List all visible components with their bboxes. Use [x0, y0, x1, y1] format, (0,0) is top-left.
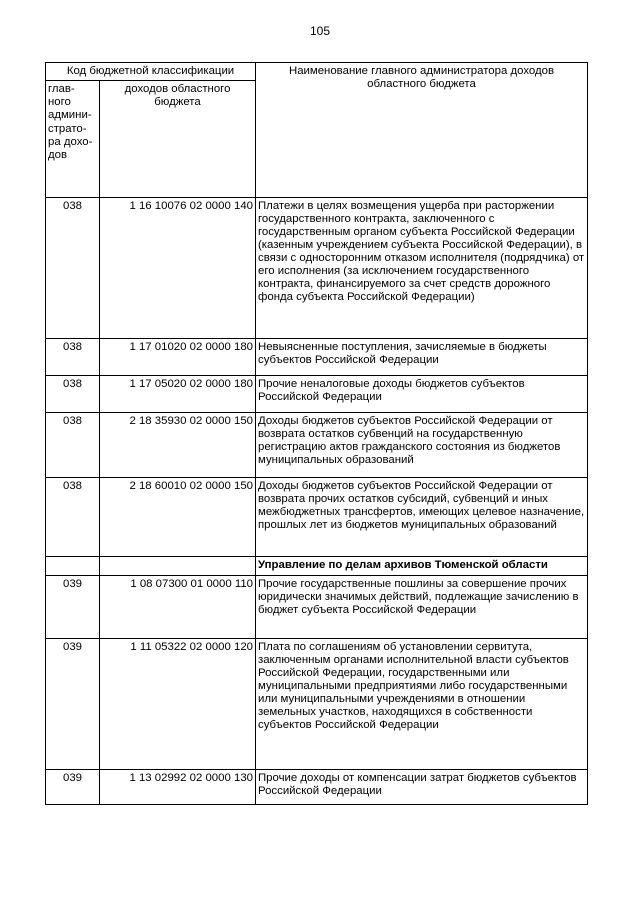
header-admin-name: Наименование главного администратора доходов областного бюджета: [256, 63, 588, 198]
budget-classification-table: [45, 62, 588, 805]
income-name-cell: Прочие государственные пошлины за совершение прочих юридически значимых действий, подлежащие зачислению в бюджет субъекта Российской Федерации: [256, 576, 588, 639]
header-income-code: доходов областного бюджета: [100, 81, 256, 198]
table-row: [46, 198, 588, 339]
section-row: [46, 557, 588, 576]
page-number: 105: [309, 24, 331, 38]
income-code-cell: 1 17 05020 02 0000 180: [100, 376, 256, 413]
income-name-cell: Прочие доходы от компенсации затрат бюджетов субъектов Российской Федерации: [256, 770, 588, 805]
admin-code-cell: 038: [46, 339, 100, 376]
admin-code-cell: 038: [46, 413, 100, 478]
section-title: Управление по делам архивов Тюменской области: [256, 557, 588, 576]
admin-code-cell: 039: [46, 639, 100, 770]
admin-code-cell: 038: [46, 198, 100, 339]
income-code-cell: 2 18 35930 02 0000 150: [100, 413, 256, 478]
income-code-cell: 1 16 10076 02 0000 140: [100, 198, 256, 339]
income-code-cell: 1 11 05322 02 0000 120: [100, 639, 256, 770]
table-row: [46, 639, 588, 770]
income-name-cell: Платежи в целях возмещения ущерба при расторжении государственного контракта, заключенного с государственным органом субъекта Российской Федерации (казенным учреждением субъекта Российской Федерации), в связи с односторонним отказом исполнителя (подрядчика) от его исполнения (за исключением государственного контракта, финансируемого за счет средств дорожного фонда субъекта Российской Федерации): [256, 198, 588, 339]
table-row: [46, 339, 588, 376]
income-name-cell: Доходы бюджетов субъектов Российской Федерации от возврата прочих остатков субсидий, субвенций и иных межбюджетных трансфертов, имеющих целевое назначение, прошлых лет из бюджетов муниципальных образований: [256, 478, 588, 557]
income-code-cell: 1 17 01020 02 0000 180: [100, 339, 256, 376]
table-row: [46, 376, 588, 413]
admin-code-cell: 038: [46, 376, 100, 413]
admin-code-cell: [46, 557, 100, 576]
header-admin-code: глав- ного админи- страто- ра дохо- дов: [46, 81, 100, 198]
income-name-cell: Прочие неналоговые доходы бюджетов субъектов Российской Федерации: [256, 376, 588, 413]
admin-code-cell: 039: [46, 770, 100, 805]
income-name-cell: Плата по соглашениям об установлении сервитута, заключенным органами исполнительной власти субъектов Российской Федерации, государственными или муниципальными предприятиями либо государственными или муниципальными учреждениями в отношении земельных участков, находящихся в собственности субъектов Российской Федерации: [256, 639, 588, 770]
income-code-cell: 1 13 02992 02 0000 130: [100, 770, 256, 805]
income-code-cell: [100, 557, 256, 576]
table-row: [46, 576, 588, 639]
income-code-cell: 2 18 60010 02 0000 150: [100, 478, 256, 557]
table-row: [46, 413, 588, 478]
header-code-group: Код бюджетной классификации: [46, 63, 256, 81]
table-row: [46, 478, 588, 557]
admin-code-cell: 038: [46, 478, 100, 557]
header-row-top: [46, 63, 588, 81]
income-name-cell: Доходы бюджетов субъектов Российской Федерации от возврата остатков субвенций на государственную регистрацию актов гражданского состояния из бюджетов муниципальных образований: [256, 413, 588, 478]
table-row: [46, 770, 588, 805]
admin-code-cell: 039: [46, 576, 100, 639]
income-code-cell: 1 08 07300 01 0000 110: [100, 576, 256, 639]
income-name-cell: Невыясненные поступления, зачисляемые в бюджеты субъектов Российской Федерации: [256, 339, 588, 376]
